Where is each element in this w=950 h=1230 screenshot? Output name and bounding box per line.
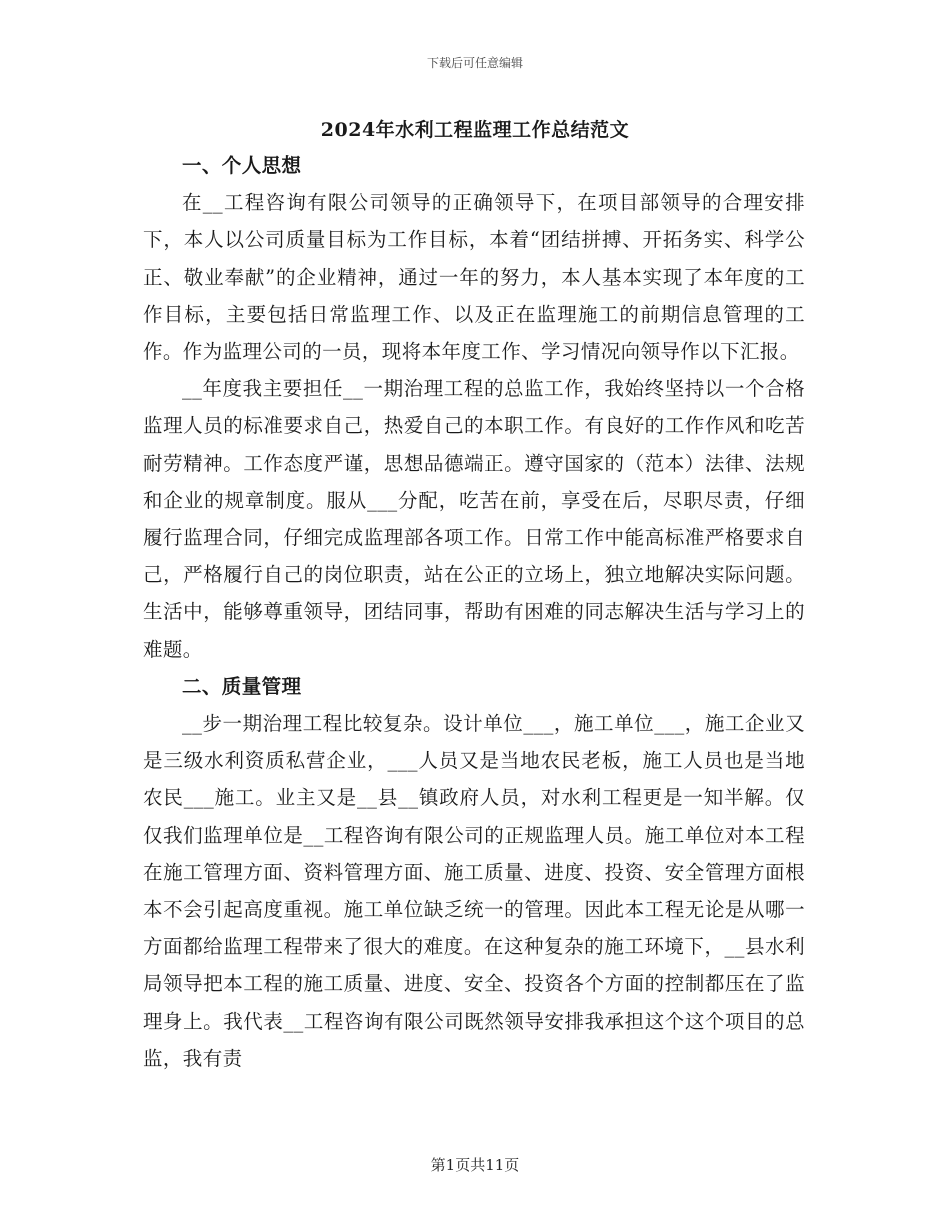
- page-number-footer: 第1页共11页: [430, 1156, 520, 1174]
- document-title: 2024年水利工程监理工作总结范文: [320, 119, 630, 141]
- document-body: [143, 147, 805, 1077]
- paragraph: __年度我主要担任__一期治理工程的总监工作，我始终坚持以一个合格监理人员的标准要求自己，热爱自己的本职工作。有良好的工作作风和吃苦耐劳精神。工作态度严谨，思想品德端正。遵守国家的（范本）法律、法规和企业的规章制度。服从___分配，吃苦在前，享受在后，尽职尽责，仔细履行监理合同，仔细完成监理部各项工作。日常工作中能高标准严格要求自己，严格履行自己的岗位职责，站在公正的立场上，独立地解决实际问题。生活中，能够尊重领导，团结同事，帮助有困难的同志解决生活与学习上的难题。: [143, 377, 805, 661]
- section-heading-personal-thought: 一、个人思想: [182, 154, 302, 177]
- page-header-note: 下载后可任意编辑: [426, 56, 523, 70]
- section-heading-quality-management: 二、质量管理: [182, 674, 302, 698]
- paragraph: 在__工程咨询有限公司领导的正确领导下，在项目部领导的合理安排下，本人以公司质量目标为工作目标，本着“团结拼搏、开拓务实、科学公正、敬业奉献”的企业精神，通过一年的努力，本人基本实现了本年度的工作目标，主要包括日常监理工作、以及正在监理施工的前期信息管理的工作。作为监理公司的一员，现将本年度工作、学习情况向领导作以下汇报。: [143, 191, 805, 364]
- paragraph: __步一期治理工程比较复杂。设计单位___，施工单位___，施工企业又是三级水利资质私营企业，___人员又是当地农民老板，施工人员也是当地农民___施工。业主又是__县__镇政府人员，对水利工程更是一知半解。仅仅我们监理单位是__工程咨询有限公司的正规监理人员。施工单位对本工程在施工管理方面、资料管理方面、施工质量、进度、投资、安全管理方面根本不会引起高度重视。施工单位缺乏统一的管理。因此本工程无论是从哪一方面都给监理工程带来了很大的难度。在这种复杂的施工环境下，__县水利局领导把本工程的施工质量、进度、安全、投资各个方面的控制都压在了监理身上。我代表__工程咨询有限公司既然领导安排我承担这个这个项目的总监，我有责: [143, 712, 805, 1070]
